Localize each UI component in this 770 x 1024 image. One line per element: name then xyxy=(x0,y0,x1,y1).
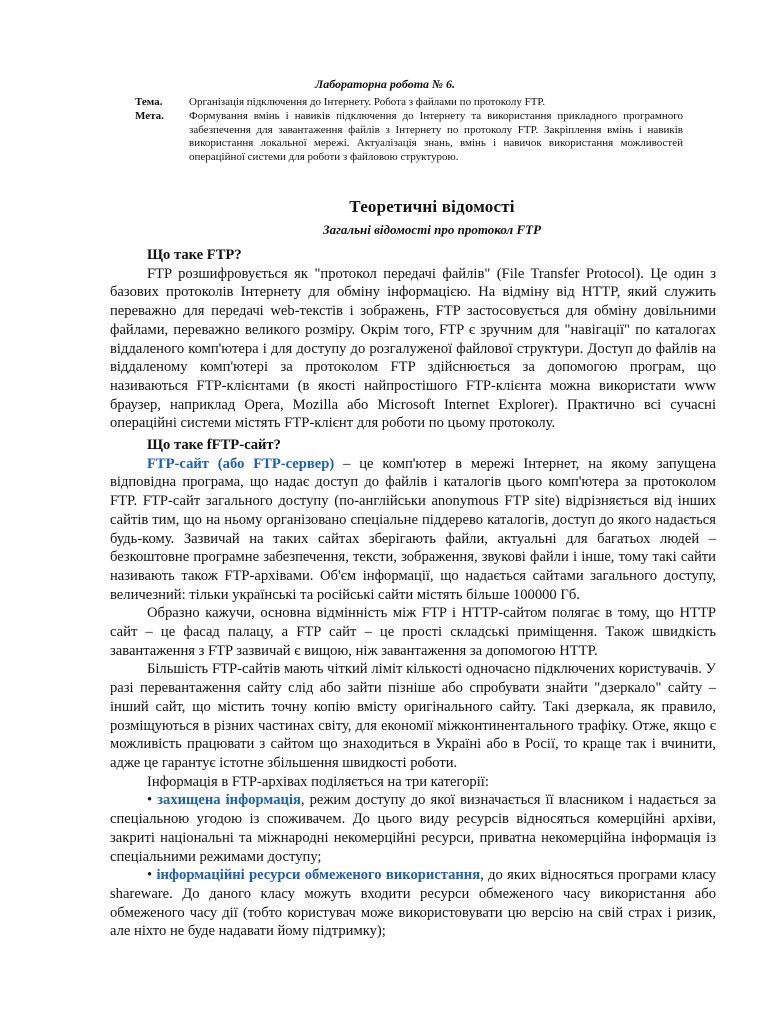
paragraph-ftp-site xyxy=(110,455,716,605)
paragraph-ftp-vs-http: Образно кажучи, основна відмінність між FTP і HTTP-сайтом полягає в тому, що HTTP сайт – це фасад палацу, а FTP сайт – це прості складські приміщення. Також швидкість завантаження з FTP зазвичай є вищою, ніж завантаження за допомогою HTTP. xyxy=(110,605,716,659)
paragraph-ftp-definition: FTP розшифровується як "протокол передачі файлів" (File Transfer Protocol). Це один з базових протоколів Інтернету для обміну інформацією. На відміну від HTTP, який служить переважно для передачі web-текстів і зображень, FTP застосовується для обміну довільними файлами, переважно великого розміру. Окрім того, FTP є зручним для "навігації" по каталогах віддаленого комп'ютера і для доступу до розгалуженої файлової структури. Доступ до файлів на віддаленому комп'ютері за протоколом FTP здійснюється за допомогою програм, що називаються FTP-клієнтами (в якості найпростішого FTP-клієнта можна використати www браузер, наприклад Opera, Mozilla або Microsoft Internet Explorer). Практично всі сучасні операційні системи містять FTP-клієнт для роботи по цьому протоколу. xyxy=(110,265,716,432)
theme-block xyxy=(135,96,683,110)
bullet-marker: • xyxy=(147,867,153,884)
section-title: Теоретичні відомості xyxy=(349,197,515,216)
limited-resources-term: інформаційні ресурси обмеженого використання xyxy=(156,867,481,884)
bullet-marker: • xyxy=(147,792,153,809)
paragraph-mirrors: Більшість FTP-сайтів мають чіткий ліміт кількості одночасно підключених користувачів. У разі перевантаження сайту слід або зайти пізніше або спробувати знайти "дзеркало" сайту – інший сайт, що містить точну копію вмісту оригінального сайту. Такі дзеркала, як правило, розміщуються в різних частинах світу, для економії міжконтинентального трафіку. Отже, якщо є можливість працювати з сайтом що знаходиться в Україні або в Росії, то краще так і вчинити, адже це гарантує істотне збільшення швидкості роботи. xyxy=(110,661,716,771)
question-what-is-ftp: Що таке FTP? xyxy=(147,247,242,263)
limited-resources-text: , до яких відносяться програми класу shareware. До даного класу можуть входити ресурси обмеженого часу використання або обмеженого часу дії (тобто користувач може використовувати цю версію на свій страх і ризик, але ніхто не буде надавати йому підтримку); xyxy=(110,867,717,940)
goal-block xyxy=(135,110,683,164)
main-content xyxy=(110,246,716,941)
ftp-site-term: FTP-сайт (або FTP-сервер) xyxy=(147,455,335,472)
protected-info-text: , режим доступу до якої визначається її власником і надається за спеціальною угодою із споживачем. До цього виду ресурсів відносяться комерційні архіви, закриті національні та міжнародні некомерційні ресурси, приватна некомерційна інформація із спеціальними режимами доступу; xyxy=(110,792,716,865)
ftp-site-text: – це комп'ютер в мережі Інтернет, на якому запущена відповідна програма, що надає доступ до файлів і каталогів цього комп'ютера за протоколом FTP. FTP-сайт загального доступу (по-англійськи anonymous FTP site) відрізняється від інших сайтів тим, що на ньому організовано спеціальне піддерево каталогів, доступ до якого надається будь-кому. Зазвичай на таких сайтах зберігають файли, актуальні для багатьох людей – безкоштовне програмне забезпечення, тексти, зображення, звукові файли і інше, тому такі сайти називають також FTP-архівами. Об'єм інформації, що надається сайтами загального доступу, величезний: тільки українські та російські сайти містять більше 100000 Гб. xyxy=(110,455,716,603)
goal-label: Мета. xyxy=(135,110,164,122)
theme-text: Організація підключення до Інтернету. Робота з файлами по протоколу FTP. xyxy=(189,96,546,108)
protected-info-term: захищена інформація xyxy=(157,792,301,809)
question-what-is-ftp-site: Що таке fFTP-сайт? xyxy=(147,437,281,454)
theme-label: Тема. xyxy=(135,96,163,108)
subsection-title: Загальні відомості про протокол FTP xyxy=(322,222,542,237)
list-item-protected-info xyxy=(110,791,716,866)
list-item-limited-resources xyxy=(110,866,716,941)
lab-title: Лабораторна робота № 6. xyxy=(314,77,456,91)
goal-text: Формування вмінь і навиків підключення до Інтернету та використання прикладного програмного забезпечення для завантаження файлів з Інтернету по протоколу FTP. Закріплення вмінь і навиків використання локальної мережі. Актуалізація знань, вмінь і навичок використання можливостей операційної системи для роботи з файловою структурою. xyxy=(189,110,683,163)
paragraph-categories-intro: Інформація в FTP-архівах поділяється на три категорії: xyxy=(147,773,489,790)
